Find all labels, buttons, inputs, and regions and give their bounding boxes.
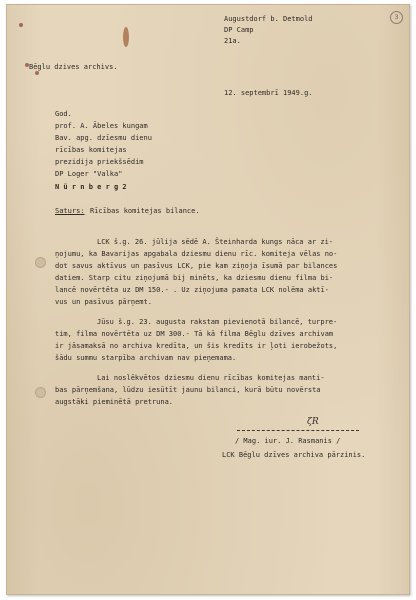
addressee-line: Bav. apg. dzīesmu dienu: [55, 134, 152, 142]
body-line: datiem. Starp citu ziņojumā bij minēts, ka dziesmu dienu filma bi-: [55, 274, 334, 282]
body-line: augstāki pieminētā pretruna.: [55, 398, 174, 406]
body-line: bas pārņemšana, lūdzu iesūtīt jaunu bilanci, kurā būtu novērsta: [55, 386, 321, 394]
body-line: ir jāsamaksā no archiva kredīta, un šis kredīts ir ļoti ierobežots,: [55, 342, 338, 350]
body-line: dot savus aktīvus un pasīvus LCK, pie kam ziņoja īsumā par bilances: [55, 262, 338, 270]
addressee-line: DP Loger "Valka": [55, 170, 123, 178]
body-line: ņojumu, ka Bavarijas apgabala dziesmu dienu rīc. komiteja vēlas no-: [55, 250, 338, 258]
body-line: lancē novērtēta uz DM 150.- . Uz ziņojuma pamata LCK nolēma aktī-: [55, 286, 329, 294]
signatory-name: / Mag. iur. J. Rasmanis /: [235, 437, 341, 445]
addressee-line: God.: [55, 110, 72, 118]
addressee-line: rīcības komitejas: [55, 146, 127, 154]
body-line: vus un pasīvus pārņemt.: [55, 298, 152, 306]
signatory-title: LCK Bēglu dzīves archiva pārzinis.: [222, 451, 366, 459]
signature-mark: ζR: [307, 417, 319, 427]
page-number: 3: [390, 11, 403, 24]
header-block: 21a.: [224, 37, 241, 45]
addressee-city: N ü r n b e r g 2: [55, 183, 127, 191]
punch-hole: [35, 257, 46, 268]
ink-stain: [123, 27, 129, 47]
header-place: Augustdorf b. Detmold: [224, 15, 313, 23]
punch-hole: [35, 387, 46, 398]
subject-text: Rīcības komitejas bilance.: [90, 207, 200, 215]
ink-stain: [19, 23, 23, 27]
addressee-line: prof. A. Ābeles kungam: [55, 122, 148, 130]
body-line: LCK š.g. 26. jūlija sēdē A. Šteinharda kungs nāca ar zi-: [97, 238, 334, 246]
subject-label: Saturs:: [55, 207, 85, 215]
body-line: Jūsu š.g. 23. augusta rakstam pievienotā bilancē, turpre-: [97, 318, 338, 326]
body-line: šādu summu starpība archivam nav pieņemama.: [55, 354, 237, 362]
letter-page: [6, 4, 410, 595]
letter-date: 12. septembrī 1949.g.: [224, 89, 313, 97]
ink-stain: [35, 71, 39, 75]
body-line: Lai noslēkvētos dziesmu dienu rīcības komitejas manti-: [97, 374, 325, 382]
addressee-line: prezidija priekšsēdim: [55, 158, 144, 166]
header-camp: DP Camp: [224, 26, 254, 34]
sender-line: Bēglu dzives archivs.: [29, 63, 118, 71]
signature-line: [237, 430, 359, 431]
body-line: tim, filma novērtēta uz DM 300.- Tā kā filma Bēglu dzīves archivam: [55, 330, 334, 338]
